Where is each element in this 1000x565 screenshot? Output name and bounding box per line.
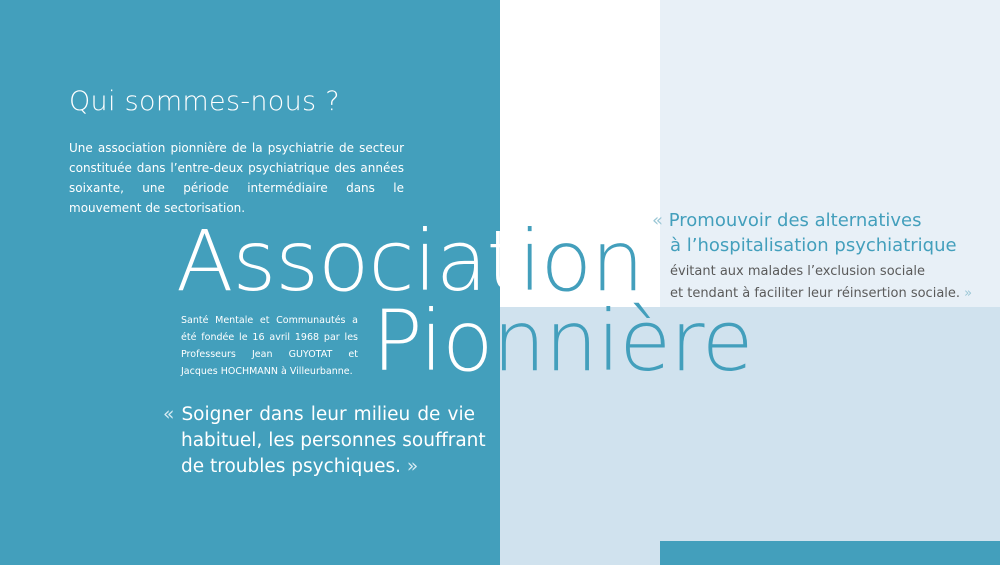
quote-soigner-text-3: de troubles psychiques. bbox=[181, 456, 402, 477]
quote-promouvoir-sub bbox=[652, 261, 992, 305]
quote-promouvoir-line-2: à l’hospitalisation psychiatrique bbox=[670, 235, 957, 256]
open-quote-mark: « bbox=[652, 210, 664, 231]
close-quote-mark: » bbox=[964, 286, 973, 301]
quote-promouvoir bbox=[652, 208, 992, 305]
title-word-association-white-part: Associat bbox=[176, 212, 519, 310]
quote-promouvoir-text-1: Promouvoir des alternatives bbox=[668, 210, 922, 231]
quote-soigner-line-1 bbox=[163, 402, 475, 428]
bottom-accent-bar bbox=[660, 541, 1000, 565]
intro-paragraph: Une association pionnière de la psychiatrie de secteur constituée dans l’entre-deux psychiatrique des années soixante, une période intermédiaire dans le mouvement de sectorisation. bbox=[69, 141, 404, 215]
close-quote-mark: » bbox=[406, 456, 419, 477]
title-word-association bbox=[176, 212, 644, 310]
quote-soigner bbox=[163, 402, 486, 480]
quote-promouvoir-text-4: et tendant à faciliter leur réinsertion sociale. bbox=[670, 286, 961, 301]
title-word-association-blue-part: ion bbox=[518, 212, 644, 310]
quote-soigner-line-2: habituel, les personnes souffrant bbox=[181, 430, 486, 451]
section-heading: Qui sommes-nous ? bbox=[69, 86, 340, 117]
open-quote-mark: « bbox=[163, 404, 175, 425]
title-word-pionniere-blue-part: nnière bbox=[492, 292, 753, 390]
quote-promouvoir-line-4 bbox=[652, 283, 992, 305]
quote-promouvoir-main bbox=[652, 208, 992, 258]
title-word-pionniere bbox=[372, 292, 753, 390]
quote-promouvoir-line-1 bbox=[652, 208, 992, 233]
quote-promouvoir-line-3: évitant aux malades l’exclusion sociale bbox=[670, 264, 925, 279]
title-word-pionniere-white-part: Pio bbox=[372, 292, 493, 390]
quote-soigner-text-1: Soigner dans leur milieu de vie bbox=[181, 404, 476, 425]
quote-soigner-line-3 bbox=[163, 454, 475, 480]
founding-paragraph: Santé Mentale et Communautés a été fondée le 16 avril 1968 par les Professeurs Jean GUYOTAT et Jacques HOCHMANN à Villeurbanne. bbox=[181, 315, 358, 377]
